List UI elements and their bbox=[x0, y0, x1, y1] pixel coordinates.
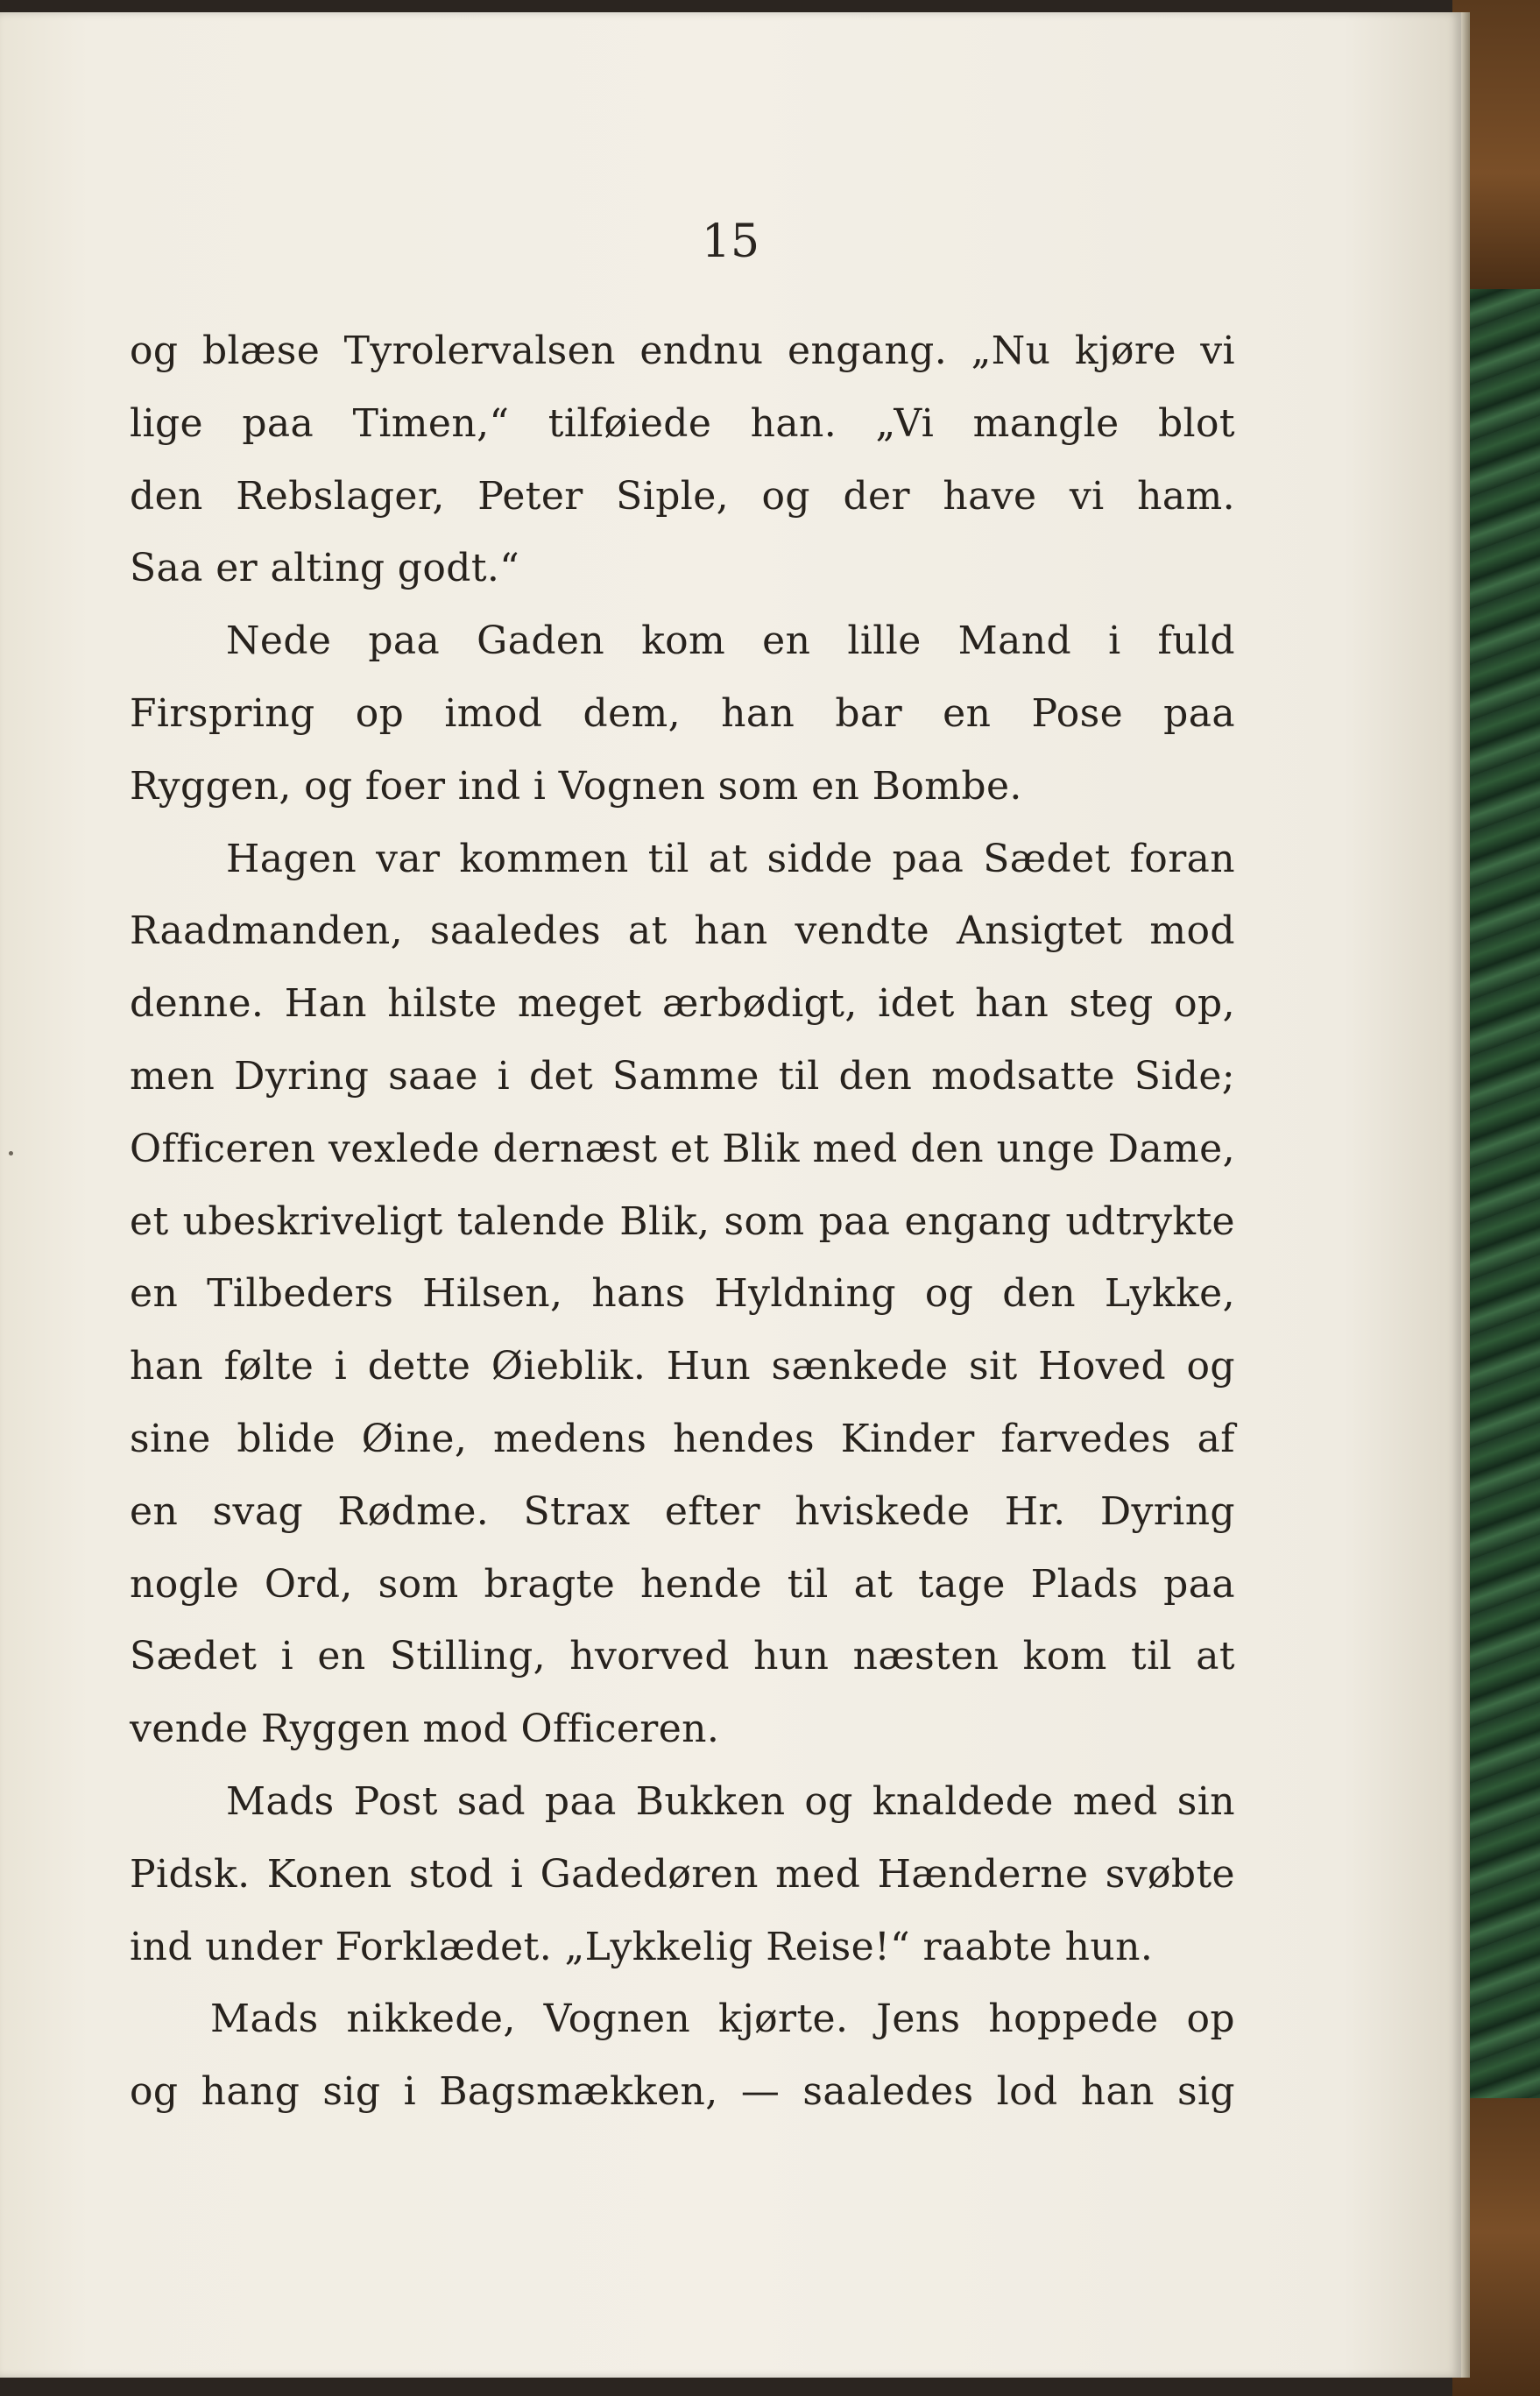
paper-speck bbox=[9, 1151, 13, 1156]
text-line: Raadmanden, saaledes at han vendte Ansigtet mod bbox=[130, 908, 1235, 954]
text-line: han følte i dette Øieblik. Hun sænkede sit Hoved og bbox=[130, 1344, 1235, 1389]
paragraph-first-line: Hagen var kommen til at sidde paa Sædet foran bbox=[226, 836, 1235, 881]
text-line: Sædet i en Stilling, hvorved hun næsten kom til at bbox=[130, 1634, 1235, 1679]
page-edge bbox=[1461, 12, 1470, 2378]
text-line: Officeren vexlede dernæst et Blik med den unge Dame, bbox=[130, 1126, 1235, 1171]
page-number: 15 bbox=[701, 216, 760, 268]
text-line: Pidsk. Konen stod i Gadedøren med Hænderne svøbte bbox=[130, 1851, 1235, 1897]
text-line: og blæse Tyrolervalsen endnu engang. „Nu kjøre vi bbox=[130, 329, 1235, 373]
text-line: denne. Han hilste meget ærbødigt, idet han steg op, bbox=[130, 981, 1235, 1027]
text-line: ind under Forklædet. „Lykkelig Reise!“ raabte hun. bbox=[130, 1924, 1154, 1969]
paragraph-first-line: Mads Post sad paa Bukken og knaldede med sin bbox=[226, 1778, 1235, 1824]
body-text bbox=[130, 315, 1235, 2129]
text-line: den Rebslager, Peter Siple, og der have vi ham. bbox=[130, 473, 1235, 519]
text-line: et ubeskriveligt talende Blik, som paa engang udtrykte bbox=[130, 1198, 1235, 1244]
text-line: en Tilbeders Hilsen, hans Hyldning og den Lykke, bbox=[130, 1271, 1235, 1317]
text-line: nogle Ord, som bragte hende til at tage Plads paa bbox=[130, 1561, 1235, 1607]
paragraph-first-line: Mads nikkede, Vognen kjørte. Jens hoppede op bbox=[210, 1997, 1235, 2042]
text-line: Ryggen, og foer ind i Vognen som en Bombe. bbox=[130, 763, 1022, 809]
text-line: vende Ryggen mod Officeren. bbox=[130, 1707, 720, 1752]
text-line: en svag Rødme. Strax efter hviskede Hr. Dyring bbox=[130, 1488, 1235, 1534]
text-line: Firspring op imod dem, han bar en Pose paa bbox=[130, 690, 1235, 736]
text-line: og hang sig i Bagsmækken, — saaledes lod han sig bbox=[130, 2069, 1235, 2115]
text-line: sine blide Øine, medens hendes Kinder farvedes af bbox=[130, 1416, 1235, 1461]
book-page bbox=[0, 12, 1461, 2378]
text-line: men Dyring saae i det Samme til den modsatte Side; bbox=[130, 1053, 1235, 1099]
text-line: Saa er alting godt.“ bbox=[130, 546, 520, 591]
text-line: lige paa Timen,“ tilføiede han. „Vi mangle blot bbox=[130, 400, 1235, 446]
paragraph-first-line: Nede paa Gaden kom en lille Mand i fuld bbox=[226, 618, 1235, 664]
